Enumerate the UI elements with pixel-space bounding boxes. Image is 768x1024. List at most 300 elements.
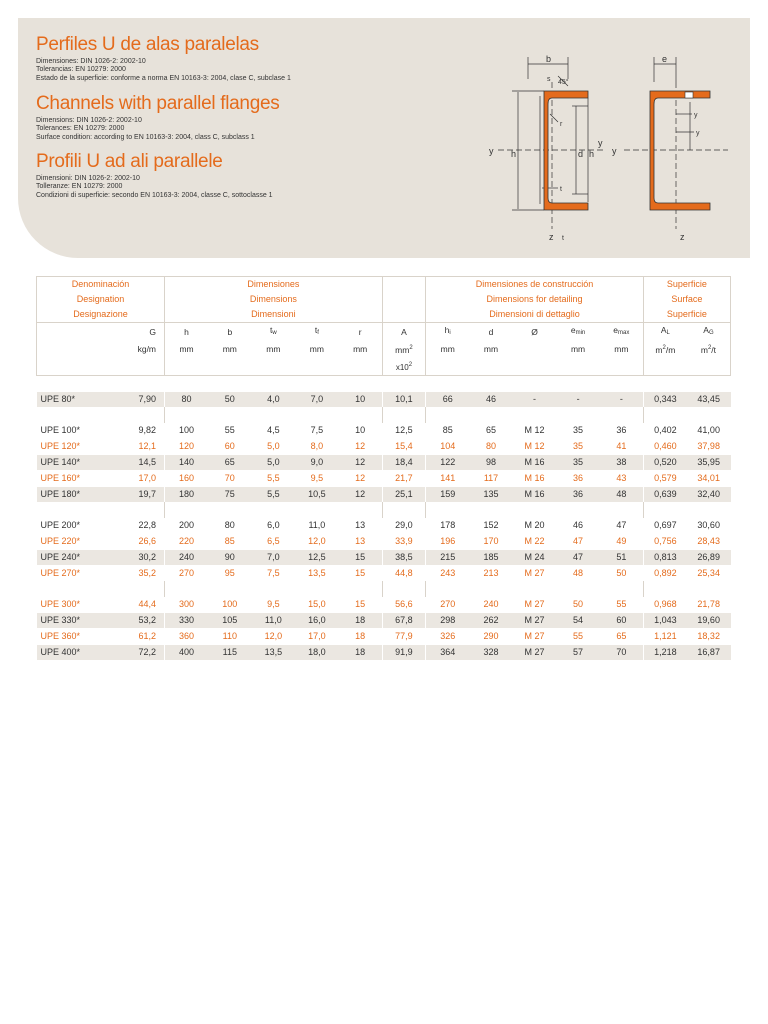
separator-cell [382,502,426,518]
column-symbol: b [227,326,233,337]
table-row [37,550,731,566]
column-unit: mm [426,341,470,358]
column-factor [252,358,296,376]
table-cell: 1,121 [643,629,687,645]
table-cell: 13 [339,518,383,534]
label-45: 45° [558,79,569,86]
table-cell: 10 [339,423,383,439]
table-cell: M 12 [513,423,557,439]
table-cell: 13,5 [252,645,296,661]
table-cell: 22,8 [97,518,165,534]
profile-name: UPE 140* [37,455,97,471]
column-symbol: r [339,323,383,342]
table-cell: 159 [426,487,470,503]
label-tf: t [562,235,564,242]
table-cell: 4,0 [252,392,296,408]
table-cell: M 24 [513,550,557,566]
separator-cell [600,581,644,597]
separator-cell [252,581,296,597]
label-hi: h [589,149,595,159]
table-cell: 135 [469,487,513,503]
unit-superscript: 2 [662,345,666,351]
table-cell: 11,0 [252,613,296,629]
table-row [37,455,731,471]
table-cell: 290 [469,629,513,645]
table-cell: 0,813 [643,550,687,566]
table-cell: 15,0 [295,597,339,613]
column-symbol: $t_w$ [269,325,277,336]
separator-cell [165,581,209,597]
label-s: s [547,76,551,83]
symbol-subscript: min [575,330,586,336]
table-cell: M 27 [513,597,557,613]
separator-cell [643,502,687,518]
separator-cell [643,581,687,597]
column-factor [339,358,383,376]
area-header-blank [382,277,426,323]
meta-line: Dimensioni: DIN 1026-2: 2002-10 [36,175,140,182]
table-cell: 200 [165,518,209,534]
column-unit: mm [339,341,383,358]
table-cell: M 16 [513,455,557,471]
meta-it [36,175,273,200]
table-cell: 48 [600,487,644,503]
table-cell: 5,5 [252,471,296,487]
separator-cell [97,502,165,518]
column-symbol: $h_i$ [426,323,470,342]
symbol-subscript: G [708,330,714,336]
title-es: Perfiles U de alas paralelas [36,34,259,55]
meta-line: Condizioni di superficie: secondo EN 10163-3: 2004, classe C, sottoclasse 1 [36,191,273,199]
profile-name: UPE 180* [37,487,97,503]
meta-line: Tolleranze: EN 10279: 2000 [36,183,123,191]
label-y-left: y [489,146,494,156]
profile-name: UPE 270* [37,566,97,582]
table-cell: 80 [165,392,209,408]
table-cell: 14,5 [97,455,165,471]
column-symbol: $t_f$ [314,325,319,336]
table-cell: 25,34 [687,566,731,582]
table-cell: 12 [339,471,383,487]
table-cell: 15 [339,566,383,582]
separator-cell [426,502,470,518]
separator-cell [208,581,252,597]
table-cell: 0,402 [643,423,687,439]
table-cell: 18 [339,645,383,661]
table-cell: 44,8 [382,566,426,582]
separator-cell [339,581,383,597]
label-y-right: y [598,138,603,148]
column-unit: mm [165,341,209,358]
table-cell: 80 [208,518,252,534]
label-z: z [680,232,685,242]
table-cell: 185 [469,550,513,566]
column-factor [687,358,731,376]
table-cell: 18,0 [295,645,339,661]
separator-cell [469,502,513,518]
table-row [37,597,731,613]
factor-row [37,358,731,376]
table-cell: 53,2 [97,613,165,629]
profile-name: UPE 220* [37,534,97,550]
separator-cell [600,407,644,423]
table-cell: 152 [469,518,513,534]
column-symbol: G [97,323,165,342]
table-cell: 72,2 [97,645,165,661]
separator-cell [469,407,513,423]
table-cell: M 12 [513,439,557,455]
table-cell: 61,2 [97,629,165,645]
table-cell: 35,2 [97,566,165,582]
factor-superscript: 2 [408,362,413,368]
separator-cell [556,407,600,423]
label-r: r [560,121,563,128]
table-cell: 98 [469,455,513,471]
meta-line: Dimensions: DIN 1026-2: 2002-10 [36,117,142,124]
table-cell: 13 [339,534,383,550]
column-factor [469,358,513,376]
separator-cell [469,581,513,597]
table-cell: 50 [208,392,252,408]
table-row [37,645,731,661]
spacer-row [37,376,731,392]
table-cell: 5,0 [252,455,296,471]
table-cell: 11,0 [295,518,339,534]
column-unit: mm [570,344,586,354]
table-row [37,613,731,629]
table-cell: 0,639 [643,487,687,503]
table-cell: 6,0 [252,518,296,534]
table-cell: 213 [469,566,513,582]
table-cell: M 27 [513,629,557,645]
table-cell: 1,043 [643,613,687,629]
table-cell: 54 [556,613,600,629]
table-cell: 33,9 [382,534,426,550]
table-cell: 37,98 [687,439,731,455]
symbol-subscript: w [272,330,277,336]
table-cell: 110 [208,629,252,645]
separator-cell [513,502,557,518]
header-panel [18,18,750,258]
separator-cell [165,407,209,423]
label-ym: y [696,130,700,137]
table-cell: 0,579 [643,471,687,487]
label-b: b [546,54,552,64]
channel-section-diagram [488,54,608,244]
header-blank [37,341,97,358]
table-cell: 0,520 [643,455,687,471]
table-cell: 75 [208,487,252,503]
meta-line: Tolerances: EN 10279: 2000 [36,125,125,133]
table-cell: 262 [469,613,513,629]
profile-name: UPE 330* [37,613,97,629]
column-unit: mm [309,344,324,354]
table-cell: M 22 [513,534,557,550]
separator-cell [208,502,252,518]
column-unit: $m^2/m$ [643,341,687,358]
separator-cell [513,581,557,597]
channel-properties-table [36,276,731,660]
symbol-row [37,323,731,342]
table-cell: 12 [339,487,383,503]
table-cell: 55 [208,423,252,439]
profile-name: UPE 240* [37,550,97,566]
table-cell: 16,87 [687,645,731,661]
table-cell: 170 [469,534,513,550]
table-cell: 120 [165,439,209,455]
table-row [37,423,731,439]
column-factor [426,358,470,376]
separator-cell [295,502,339,518]
table-cell: 9,0 [295,455,339,471]
table-row [37,439,731,455]
meta-en [36,117,255,142]
table-cell: 141 [426,471,470,487]
profile-name: UPE 400* [37,645,97,661]
separator-cell [295,581,339,597]
meta-line: Surface condition: according to EN 10163-3: 2004, class C, subclass 1 [36,133,255,141]
table-cell: 65 [600,629,644,645]
group-header-row [37,277,731,323]
separator-cell [37,407,97,423]
table-cell: 16,0 [295,613,339,629]
header-blank [37,358,97,376]
table-cell: 9,82 [97,423,165,439]
table-cell: 10,5 [295,487,339,503]
column-unit: $m^2/t$ [687,341,731,358]
separator-cell [556,581,600,597]
table-cell: 360 [165,629,209,645]
profile-name: UPE 100* [37,423,97,439]
table-cell: M 27 [513,613,557,629]
separator-cell [513,407,557,423]
table-cell: 5,5 [252,487,296,503]
header-blank [37,323,97,342]
table-cell: 30,2 [97,550,165,566]
table-cell: 30,60 [687,518,731,534]
table-cell: 13,5 [295,566,339,582]
separator-cell [426,581,470,597]
label-z: z [549,232,554,242]
table-cell: 6,5 [252,534,296,550]
table-cell: 36 [556,487,600,503]
table-cell: 21,78 [687,597,731,613]
unit-row [37,341,731,358]
separator-cell [339,407,383,423]
column-unit: mm [222,344,237,354]
table-cell: 115 [208,645,252,661]
spacer-cell [37,376,731,392]
group-separator-row [37,502,731,518]
table-cell: 122 [426,455,470,471]
table-cell: 80 [469,439,513,455]
table-cell: 38 [600,455,644,471]
table-cell: 50 [556,597,600,613]
table-cell: 243 [426,566,470,582]
table-cell: 46 [469,392,513,408]
table-cell: 36 [600,423,644,439]
table-cell: M 16 [513,487,557,503]
table-cell: 47 [556,550,600,566]
table-row [37,392,731,408]
table-cell: 50 [600,566,644,582]
column-factor [643,358,687,376]
profile-name: UPE 160* [37,471,97,487]
table-cell: 12,5 [382,423,426,439]
column-symbol: $e_{min}$ [570,325,586,336]
table-cell: 7,5 [252,566,296,582]
table-cell: 55 [600,597,644,613]
table-row [37,471,731,487]
separator-cell [97,581,165,597]
separator-cell [687,407,731,423]
separator-cell [252,407,296,423]
separator-cell [382,407,426,423]
table-cell: 56,6 [382,597,426,613]
profile-name: UPE 360* [37,629,97,645]
profile-name: UPE 120* [37,439,97,455]
column-symbol: $A_G$ [687,323,731,342]
title-it: Profili U ad ali parallele [36,151,223,172]
table-cell: 19,7 [97,487,165,503]
table-cell: 196 [426,534,470,550]
table-cell: - [600,392,644,408]
separator-cell [687,581,731,597]
table-cell: 26,89 [687,550,731,566]
table-cell: 95 [208,566,252,582]
table-cell: 57 [556,645,600,661]
column-symbol: A [382,323,426,342]
separator-cell [97,407,165,423]
channel-axis-diagram [610,54,730,244]
table-cell: 160 [165,471,209,487]
table-cell: 7,0 [295,392,339,408]
table-cell: 7,0 [252,550,296,566]
table-cell: 215 [426,550,470,566]
table-cell: 17,0 [295,629,339,645]
table-cell: M 16 [513,471,557,487]
table-cell: - [556,392,600,408]
meta-line: Tolerancias: EN 10279: 2000 [36,66,126,74]
table-cell: 140 [165,455,209,471]
unit-superscript: 2 [409,345,413,351]
table-row [37,629,731,645]
column-factor: $x10^2$ [382,358,426,376]
label-tw: t [560,186,562,193]
table-cell: 12 [339,439,383,455]
table-cell: 15 [339,597,383,613]
table-cell: 4,5 [252,423,296,439]
column-symbol: $A_L$ [643,323,687,342]
table-cell: 65 [469,423,513,439]
table-cell: - [513,392,557,408]
table-cell: 18,4 [382,455,426,471]
table-cell: 12,0 [295,534,339,550]
table-cell: 0,892 [643,566,687,582]
title-en: Channels with parallel flanges [36,93,280,114]
table-cell: 66 [426,392,470,408]
profile-name: UPE 200* [37,518,97,534]
separator-cell [426,407,470,423]
table-cell: 65 [208,455,252,471]
separator-cell [295,407,339,423]
table-cell: 220 [165,534,209,550]
table-cell: 35 [556,439,600,455]
table-cell: 91,9 [382,645,426,661]
table-cell: 400 [165,645,209,661]
symbol-subscript: max [618,330,630,336]
column-unit: $mm^2$ [382,341,426,358]
table-cell: 43 [600,471,644,487]
meta-line: Dimensiones: DIN 1026-2: 2002-10 [36,58,146,65]
symbol-subscript: i [449,330,451,336]
symbol-subscript: f [317,330,319,336]
table-cell: M 27 [513,566,557,582]
table-cell: 26,6 [97,534,165,550]
table-cell: 47 [600,518,644,534]
separator-cell [208,407,252,423]
column-unit: mm [483,344,499,354]
separator-cell [252,502,296,518]
table-cell: 100 [208,597,252,613]
column-symbol: d [488,326,494,337]
table-cell: 38,5 [382,550,426,566]
dimensions-header: Dimensiones Dimensions Dimensioni [165,277,383,323]
label-h: h [511,149,517,159]
table-cell: 67,8 [382,613,426,629]
table-row [37,566,731,582]
table-cell: 270 [426,597,470,613]
table-cell: 35,95 [687,455,731,471]
table-row [37,487,731,503]
table-cell: 117 [469,471,513,487]
separator-cell [339,502,383,518]
table-cell: 0,968 [643,597,687,613]
table-cell: 90 [208,550,252,566]
separator-cell [382,581,426,597]
column-factor [556,358,600,376]
label-y: y [612,146,617,156]
table-cell: 328 [469,645,513,661]
table-cell: 104 [426,439,470,455]
column-symbol: Ø [531,326,538,337]
table-cell: 77,9 [382,629,426,645]
column-factor [295,358,339,376]
separator-cell [37,502,97,518]
label-d: d [578,149,584,159]
profile-name: UPE 300* [37,597,97,613]
table-cell: 35 [556,423,600,439]
table-cell: 41 [600,439,644,455]
group-separator-row [37,407,731,423]
table-cell: 0,697 [643,518,687,534]
column-symbol: $e_{max}$ [600,323,644,342]
column-symbol: h [165,323,209,342]
table-cell: 18,32 [687,629,731,645]
label-ys: y [694,112,698,119]
table-row [37,518,731,534]
separator-cell [37,581,97,597]
table-cell: 44,4 [97,597,165,613]
designation-header: Denominación Designation Designazione [37,277,165,323]
table-cell: 300 [165,597,209,613]
table-cell: 17,0 [97,471,165,487]
label-e: e [662,54,668,64]
group-separator-row [37,581,731,597]
separator-cell [643,407,687,423]
column-unit: kg/m [97,341,165,358]
table-cell: M 20 [513,518,557,534]
